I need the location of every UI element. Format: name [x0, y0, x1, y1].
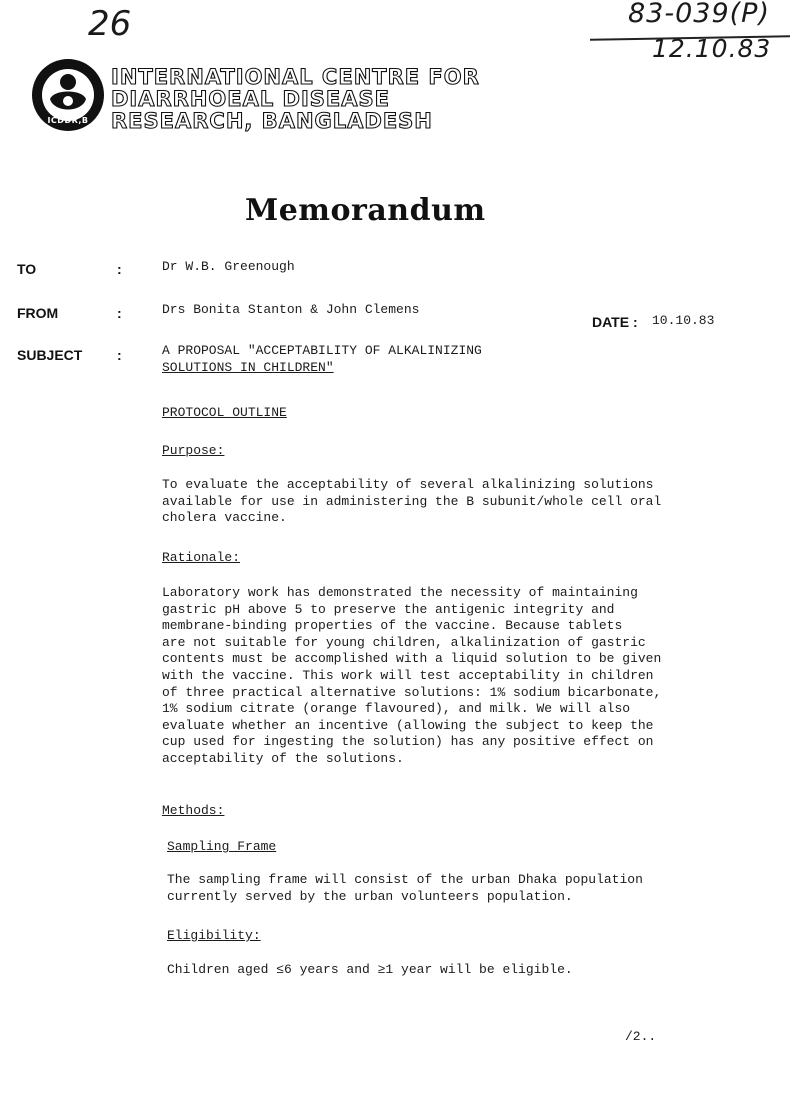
eligibility-heading: Eligibility:	[167, 928, 261, 943]
handwritten-page-mark: 26	[88, 4, 132, 44]
subject-line-1: A PROPOSAL "ACCEPTABILITY OF ALKALINIZING	[162, 343, 482, 358]
eligibility-text: Children aged ≤6 years and ≥1 year will be eligible.	[167, 962, 573, 977]
rationale-line: gastric pH above 5 to preserve the antigenic integrity and	[162, 601, 615, 617]
rationale-line: evaluate whether an incentive (allowing the subject to keep the	[162, 717, 654, 733]
sampling-line: currently served by the urban volunteers population.	[167, 888, 573, 904]
from-value: Drs Bonita Stanton & John Clemens	[162, 302, 420, 317]
rationale-line: 1% sodium citrate (orange flavoured), and milk. We will also	[162, 701, 631, 717]
purpose-line: cholera vaccine.	[162, 510, 287, 526]
rationale-paragraph	[162, 585, 661, 768]
memo-title: Memorandum	[245, 193, 486, 228]
rationale-line: cup used for ingesting the solution) has any positive effect on	[162, 734, 654, 750]
rationale-heading: Rationale:	[162, 550, 241, 565]
to-label: TO	[17, 261, 37, 277]
rationale-line: of three practical alternative solutions: 1% sodium bicarbonate,	[162, 684, 662, 700]
purpose-heading: Purpose:	[162, 443, 225, 458]
handwritten-reference-number: 83-039(P)	[628, 0, 770, 29]
rationale-line: with the vaccine. This work will test acceptability in children	[162, 667, 654, 683]
organization-logo	[28, 55, 108, 135]
subject-value	[162, 342, 482, 376]
sampling-line: The sampling frame will consist of the urban Dhaka population	[167, 872, 643, 887]
organization-name	[111, 66, 480, 132]
purpose-line: To evaluate the acceptability of several alkalinizing solutions	[162, 477, 654, 492]
to-colon: :	[117, 261, 122, 277]
rationale-line: membrane-binding properties of the vaccine. Because tablets	[162, 618, 623, 634]
handwritten-reference-date: 12.10.83	[652, 34, 772, 63]
purpose-line: available for use in administering the B subunit/whole cell oral	[162, 493, 662, 509]
org-name-line-2: DIARRHOEAL DISEASE	[111, 87, 390, 111]
sampling-paragraph	[167, 872, 643, 905]
subject-colon: :	[117, 347, 122, 363]
rationale-line: are not suitable for young children, alkalinization of gastric	[162, 634, 646, 650]
to-value: Dr W.B. Greenough	[162, 259, 295, 274]
date-value: 10.10.83	[652, 313, 715, 328]
org-name-line-3: RESEARCH, BANGLADESH	[111, 109, 433, 133]
sampling-frame-heading: Sampling Frame	[167, 839, 277, 854]
protocol-heading: PROTOCOL OUTLINE	[162, 405, 287, 420]
methods-heading: Methods:	[162, 803, 225, 818]
rationale-line: acceptability of the solutions.	[162, 750, 404, 766]
rationale-line: Laboratory work has demonstrated the necessity of maintaining	[162, 585, 638, 600]
purpose-paragraph	[162, 477, 661, 527]
subject-label: SUBJECT	[17, 347, 83, 363]
from-colon: :	[117, 305, 122, 321]
subject-line-2: SOLUTIONS IN CHILDREN"	[162, 360, 334, 375]
org-name-line-1: INTERNATIONAL CENTRE FOR	[111, 65, 480, 89]
date-label: DATE :	[592, 314, 638, 330]
rationale-line: contents must be accomplished with a liquid solution to be given	[162, 651, 662, 667]
from-label: FROM	[17, 305, 59, 321]
page-continuation: /2..	[625, 1029, 657, 1044]
logo-text: ICDDR,B	[47, 116, 89, 125]
